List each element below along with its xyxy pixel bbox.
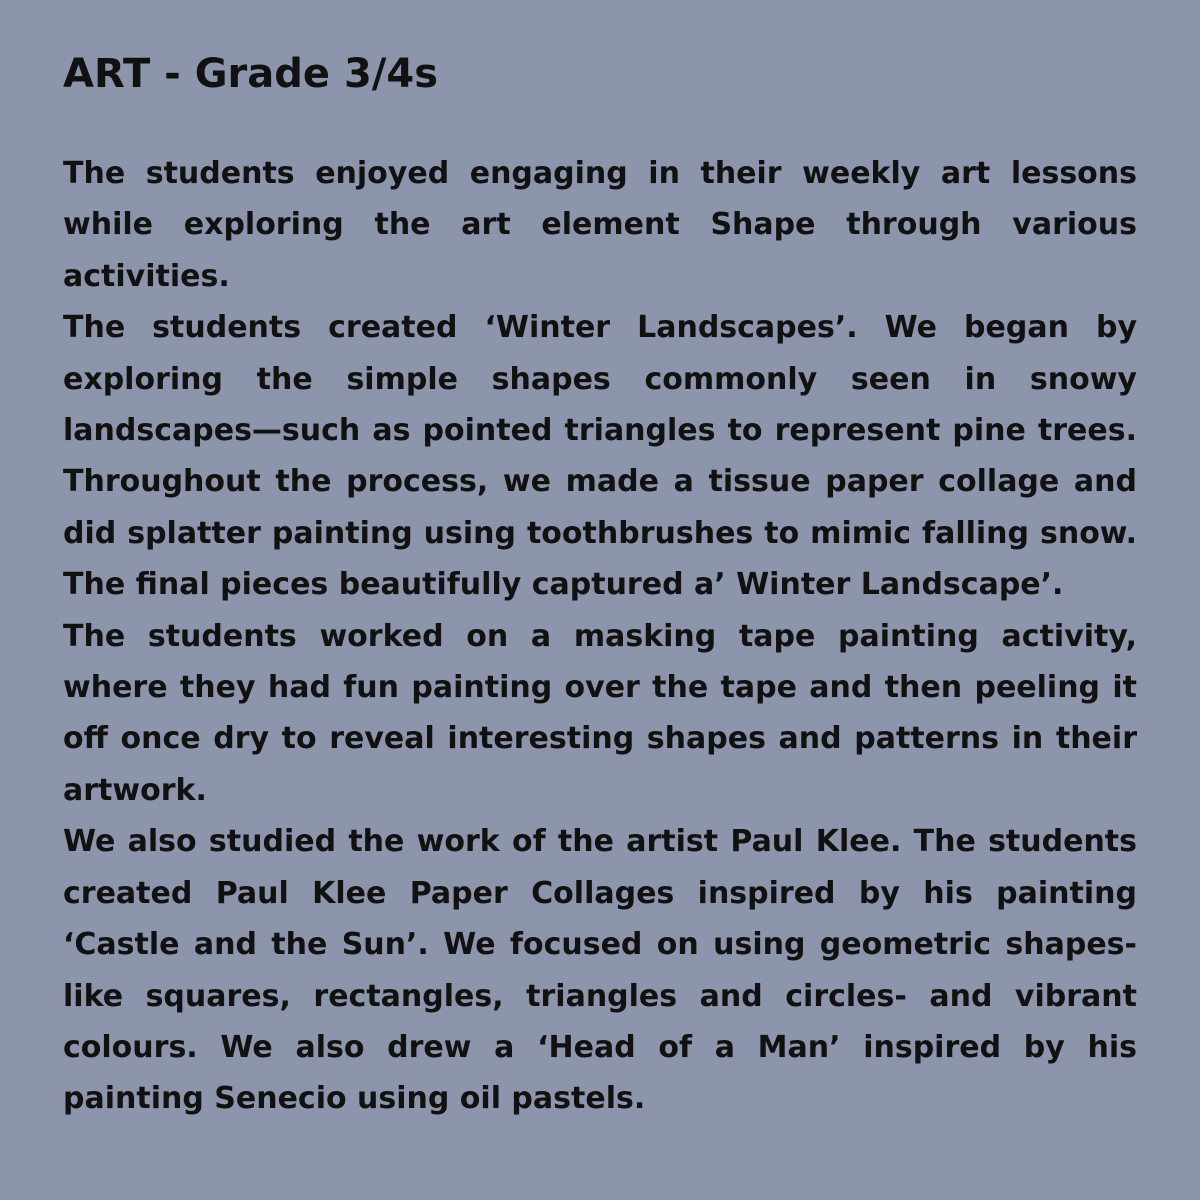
document-page [63,48,1137,1125]
paragraph-winter-landscapes: The students created ‘Winter Landscapes’. We began by exploring the simple shapes commonly seen in snowy landscapes—such as pointed triangles to represent pine trees. Throughout the process, we made a tissue paper collage and did splatter painting using toothbrushes to mimic falling snow. The final pieces beautifully captured a’ Winter Landscape’. [63,310,1137,603]
paragraph-paul-klee: We also studied the work of the artist Paul Klee. The students created Paul Klee Paper Collages inspired by his painting ‘Castle and the Sun’. We focused on using geometric shapes- like squares, rectangles, triangles and circles- and vibrant colours. We also drew a ‘Head of a Man’ inspired by his painting Senecio using oil pastels. [63,824,1137,1117]
article-body [63,148,1137,1125]
paragraph-masking-tape: The students worked on a masking tape painting activity, where they had fun painting over the tape and then peeling it off once dry to reveal interesting shapes and patterns in their artwork. [63,618,1137,808]
page-title: ART - Grade 3/4s [63,51,439,97]
paragraph-intro: The students enjoyed engaging in their weekly art lessons while exploring the art element Shape through various activities. [63,156,1137,294]
